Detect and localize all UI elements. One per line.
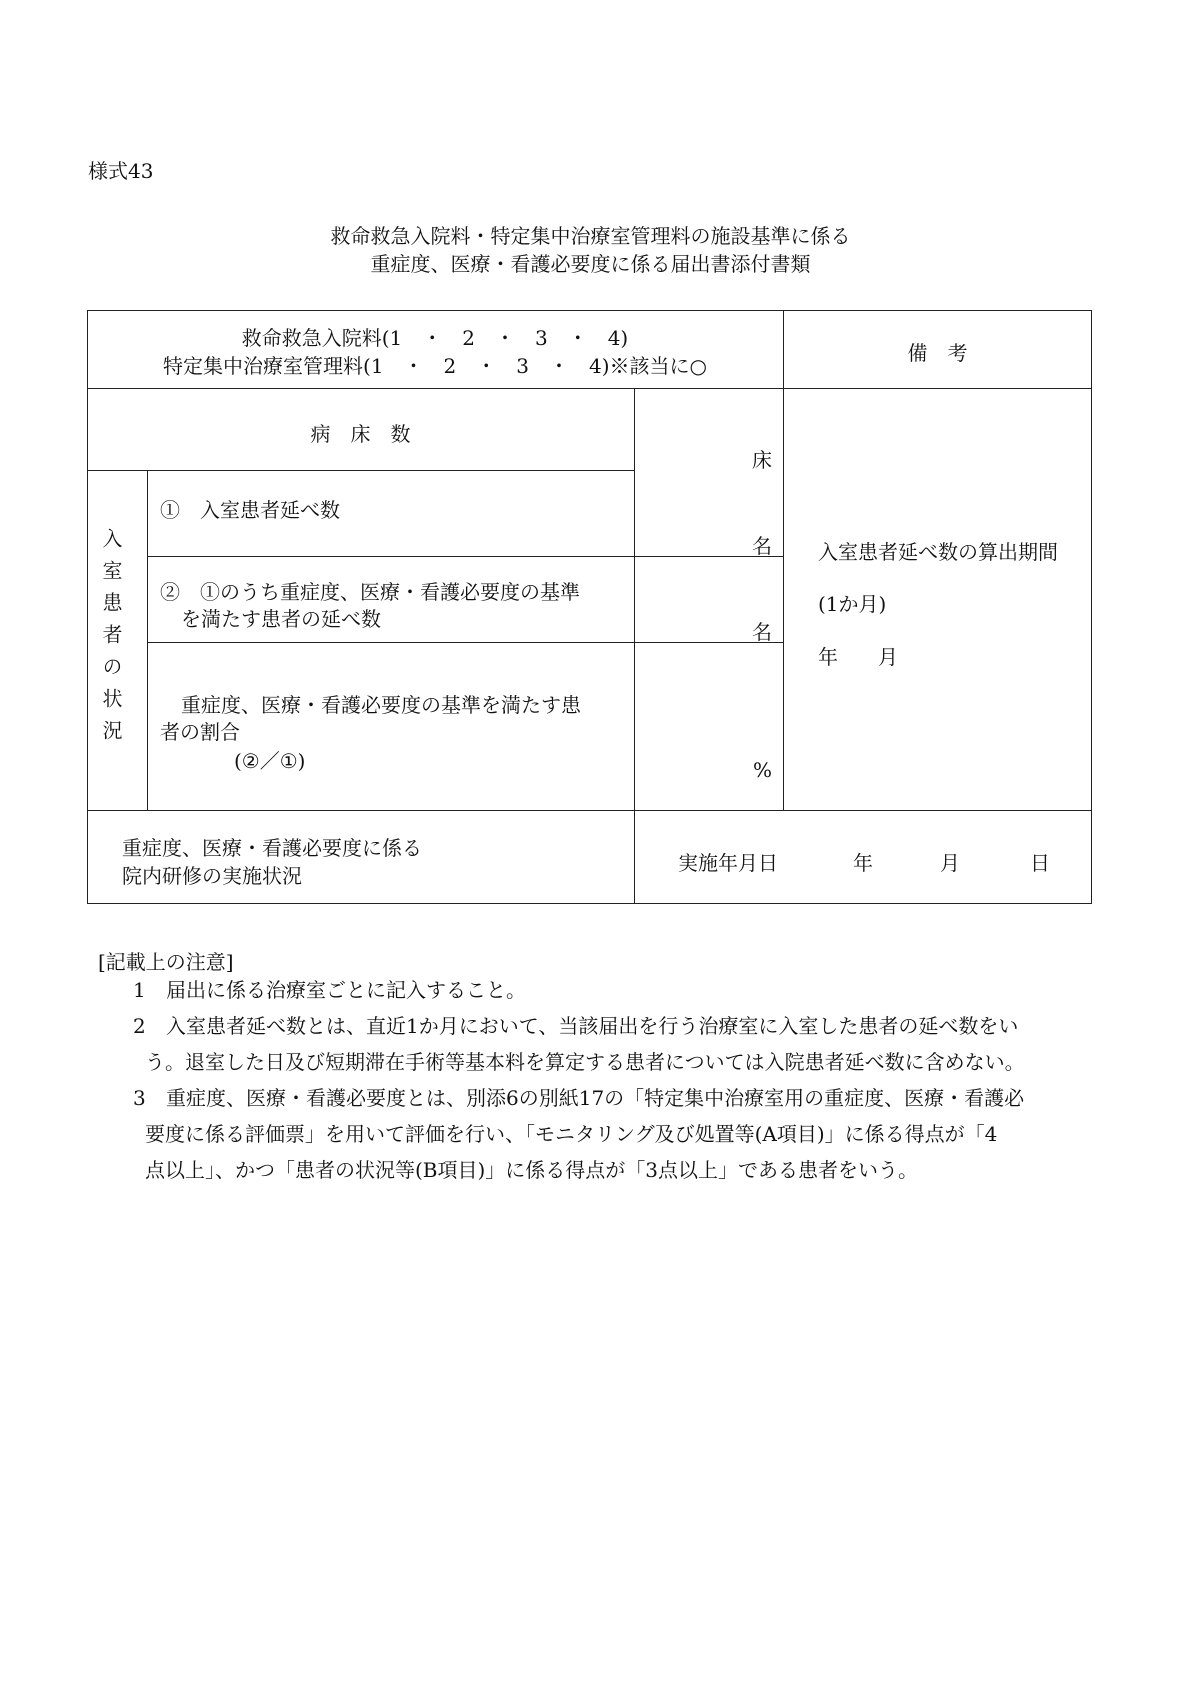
- beds-unit: 床: [752, 448, 772, 472]
- notes-heading: [記載上の注意]: [98, 950, 234, 974]
- note-item: [133, 1080, 1093, 1188]
- note-text: 入室患者延べ数とは、直近1か月において、当該届出を行う治療室に入室した患者の延べ数をい: [166, 1014, 1019, 1038]
- training-date-label: 実施年月日: [678, 851, 778, 875]
- note-text: 要度に係る評価票」を用いて評価を行い、「モニタリング及び処置等(A項目)」に係る得点が「4: [145, 1122, 998, 1146]
- training-month: 月: [940, 851, 960, 875]
- row2-label-line1: ② ①のうち重症度、医療・看護必要度の基準: [160, 580, 580, 604]
- patient-status-label: 入室患者の状況: [99, 528, 123, 752]
- header-line2: 特定集中治療室管理料(1 ・ 2 ・ 3 ・ 4)※該当に○: [163, 354, 707, 378]
- divider-remarks: [783, 310, 784, 810]
- note-item: [133, 972, 1093, 1008]
- document-title-line2: 重症度、医療・看護必要度に係る届出書添付書類: [370, 252, 811, 276]
- note-text: 点以上」、かつ「患者の状況等(B項目)」に係る得点が「3点以上」である患者をいう。: [145, 1158, 919, 1182]
- row3-label-line1: 重症度、医療・看護必要度の基準を満たす患: [181, 693, 581, 717]
- training-label-line2: 院内研修の実施状況: [122, 864, 302, 888]
- row2-unit: 名: [752, 620, 772, 644]
- note-number: 3: [133, 1086, 146, 1110]
- row1-label: ① 入室患者延べ数: [160, 498, 340, 522]
- divider-beds: [87, 470, 635, 471]
- document-title-line1: 救命救急入院料・特定集中治療室管理料の施設基準に係る: [330, 224, 851, 248]
- divider-status: [147, 470, 148, 810]
- divider-row2: [147, 642, 784, 643]
- header-line1: 救命救急入院料(1 ・ 2 ・ 3 ・ 4): [241, 326, 629, 350]
- row3-unit: %: [753, 758, 773, 782]
- beds-label: 病 床 数: [310, 422, 411, 446]
- remarks-period-year-month: 年 月: [818, 645, 898, 669]
- divider-row1: [147, 556, 784, 557]
- divider-training: [87, 810, 1092, 811]
- training-label-line1: 重症度、医療・看護必要度に係る: [122, 836, 422, 860]
- note-text: 届出に係る治療室ごとに記入すること。: [166, 978, 526, 1002]
- note-item: [133, 1008, 1093, 1080]
- remarks-period-label: 入室患者延べ数の算出期間: [818, 540, 1058, 564]
- row3-label-line3: (②／①): [234, 749, 306, 773]
- form-number: 様式43: [88, 159, 154, 183]
- training-year: 年: [853, 851, 873, 875]
- note-number: 1: [133, 978, 146, 1002]
- row3-label-line2: 者の割合: [160, 720, 240, 744]
- remarks-header: 備 考: [907, 341, 968, 365]
- note-text: う。退室した日及び短期滞在手術等基本料を算定する患者については入院患者延べ数に含めない。: [145, 1050, 1025, 1074]
- divider-header: [87, 388, 1092, 389]
- divider-units: [634, 388, 635, 904]
- training-day: 日: [1030, 851, 1050, 875]
- note-text: 重症度、医療・看護必要度とは、別添6の別紙17の「特定集中治療室用の重症度、医療・看護必: [166, 1086, 1025, 1110]
- row2-label-line2: を満たす患者の延べ数: [181, 607, 381, 631]
- remarks-period-duration: (1か月): [818, 592, 887, 616]
- row1-unit: 名: [752, 534, 772, 558]
- note-number: 2: [133, 1014, 146, 1038]
